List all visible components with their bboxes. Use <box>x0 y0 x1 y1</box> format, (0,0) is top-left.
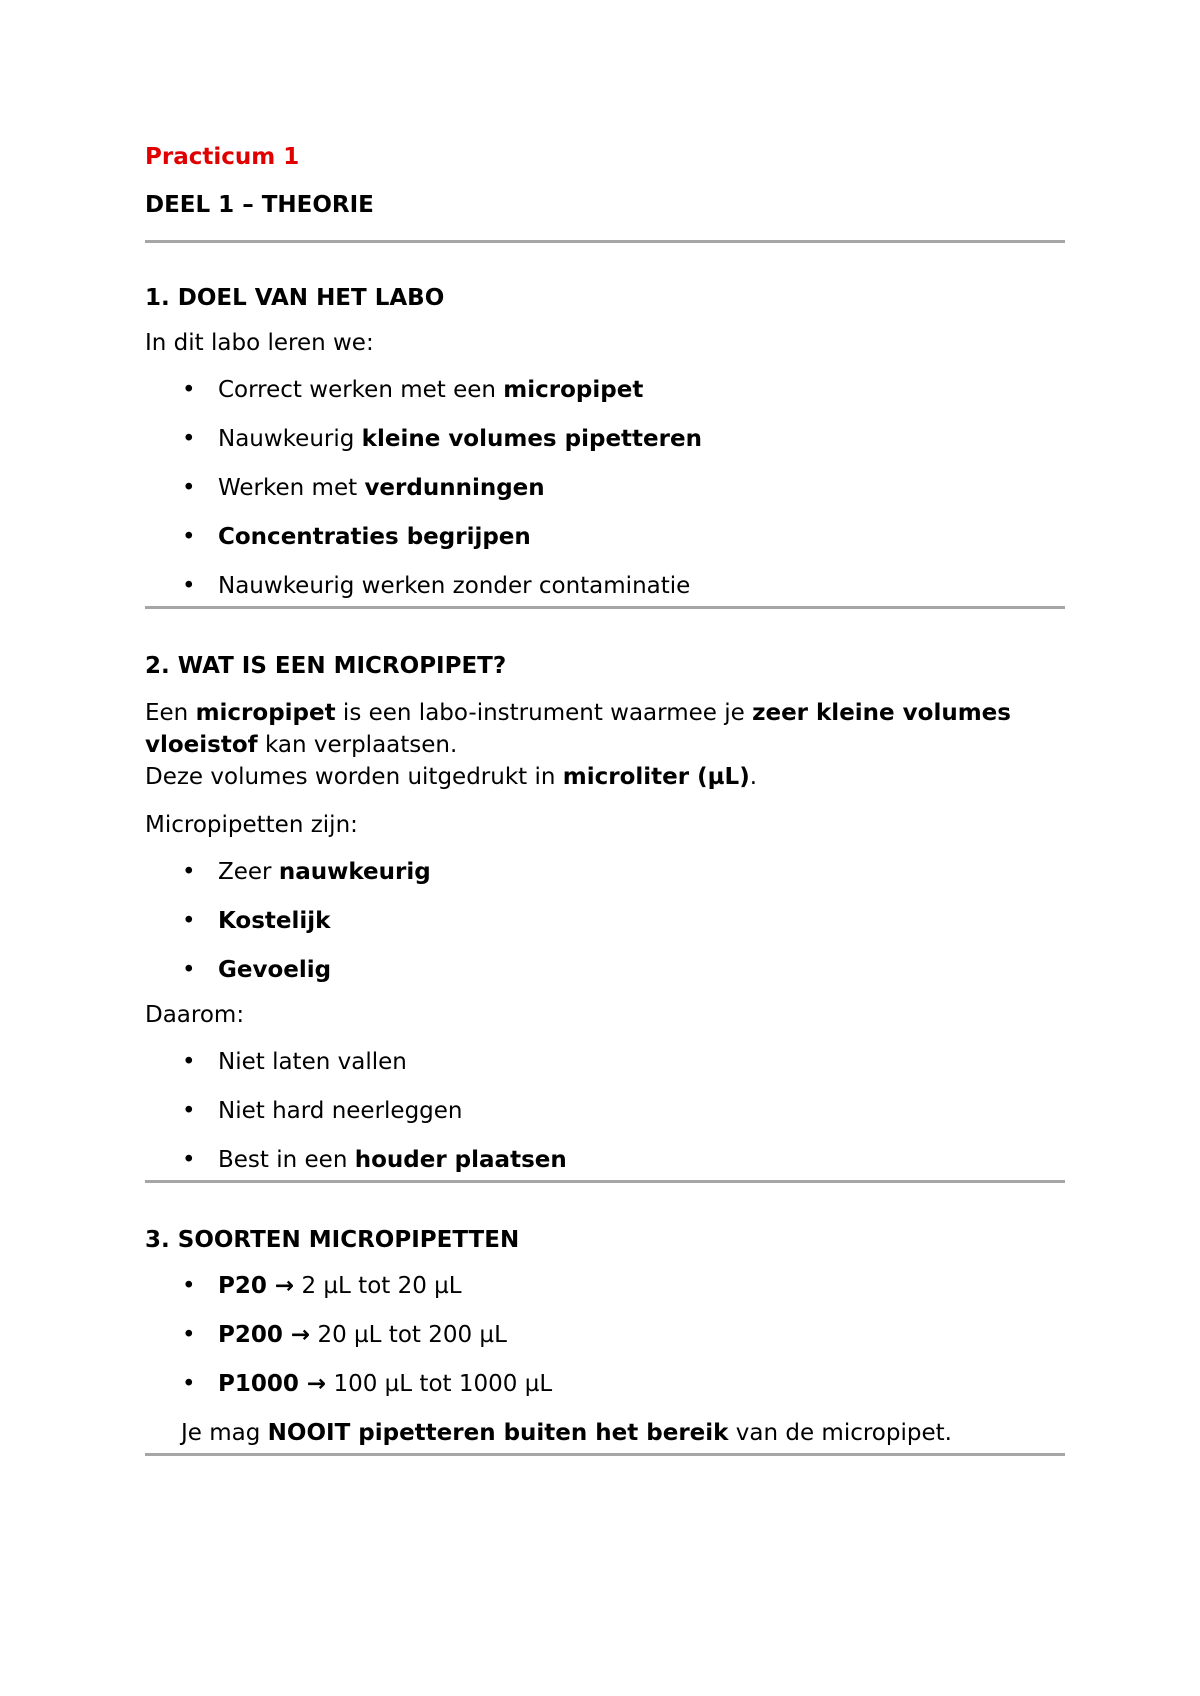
bullet-icon: • <box>182 1371 196 1397</box>
goals-list <box>145 374 1065 606</box>
list-item: • Nauwkeurig werken zonder contaminatie <box>145 570 1065 606</box>
divider <box>145 1453 1065 1456</box>
list-item: • Correct werken met een micropipet <box>145 374 1065 423</box>
list-item: • P200 → 20 µL tot 200 µL <box>145 1319 1065 1368</box>
properties-intro: Micropipetten zijn: <box>145 812 358 838</box>
bullet-icon: • <box>182 1098 196 1124</box>
list-item: • Niet laten vallen <box>145 1046 1065 1095</box>
divider <box>145 606 1065 609</box>
list-item: • Niet hard neerleggen <box>145 1095 1065 1144</box>
therefore-intro: Daarom: <box>145 1002 245 1028</box>
list-item: • P1000 → 100 µL tot 1000 µL <box>145 1368 1065 1417</box>
document-page <box>145 143 1065 1456</box>
bullet-icon: • <box>182 859 196 885</box>
range-warning: Je mag NOOIT pipetteren buiten het bereik van de micropipet. <box>181 1420 952 1446</box>
section-intro: In dit labo leren we: <box>145 330 374 356</box>
properties-list <box>145 856 1065 999</box>
document-title: Practicum 1 <box>145 144 300 170</box>
handling-list <box>145 1046 1065 1180</box>
bullet-icon: • <box>182 1273 196 1299</box>
list-item: • Nauwkeurig kleine volumes pipetteren <box>145 423 1065 472</box>
bullet-icon: • <box>182 377 196 403</box>
bullet-icon: • <box>182 524 196 550</box>
bullet-icon: • <box>182 1049 196 1075</box>
section-heading-micropipet: 2. WAT IS EEN MICROPIPET? <box>145 653 507 679</box>
list-item: • Concentraties begrijpen <box>145 521 1065 570</box>
list-item: • P20 → 2 µL tot 20 µL <box>145 1270 1065 1319</box>
section-heading-soorten: 3. SOORTEN MICROPIPETTEN <box>145 1227 520 1253</box>
bullet-icon: • <box>182 426 196 452</box>
part-heading: DEEL 1 – THEORIE <box>145 192 374 218</box>
bullet-icon: • <box>182 475 196 501</box>
list-item: • Gevoelig <box>145 954 1065 999</box>
divider <box>145 240 1065 243</box>
list-item: • Best in een houder plaatsen <box>145 1144 1065 1180</box>
bullet-icon: • <box>182 1147 196 1173</box>
bullet-icon: • <box>182 573 196 599</box>
divider <box>145 1180 1065 1183</box>
bullet-icon: • <box>182 908 196 934</box>
section-heading-doel: 1. DOEL VAN HET LABO <box>145 285 445 311</box>
bullet-icon: • <box>182 1322 196 1348</box>
bullet-icon: • <box>182 957 196 983</box>
list-item: • Kostelijk <box>145 905 1065 954</box>
micropipet-definition: Een micropipet is een labo-instrument waarmee je zeer kleine volumes vloeistof kan verplaatsen. Deze volumes worden uitgedrukt in microliter (µL). <box>145 700 1011 790</box>
list-item: • Werken met verdunningen <box>145 472 1065 521</box>
pipette-types-list <box>145 1270 1065 1417</box>
list-item: • Zeer nauwkeurig <box>145 856 1065 905</box>
